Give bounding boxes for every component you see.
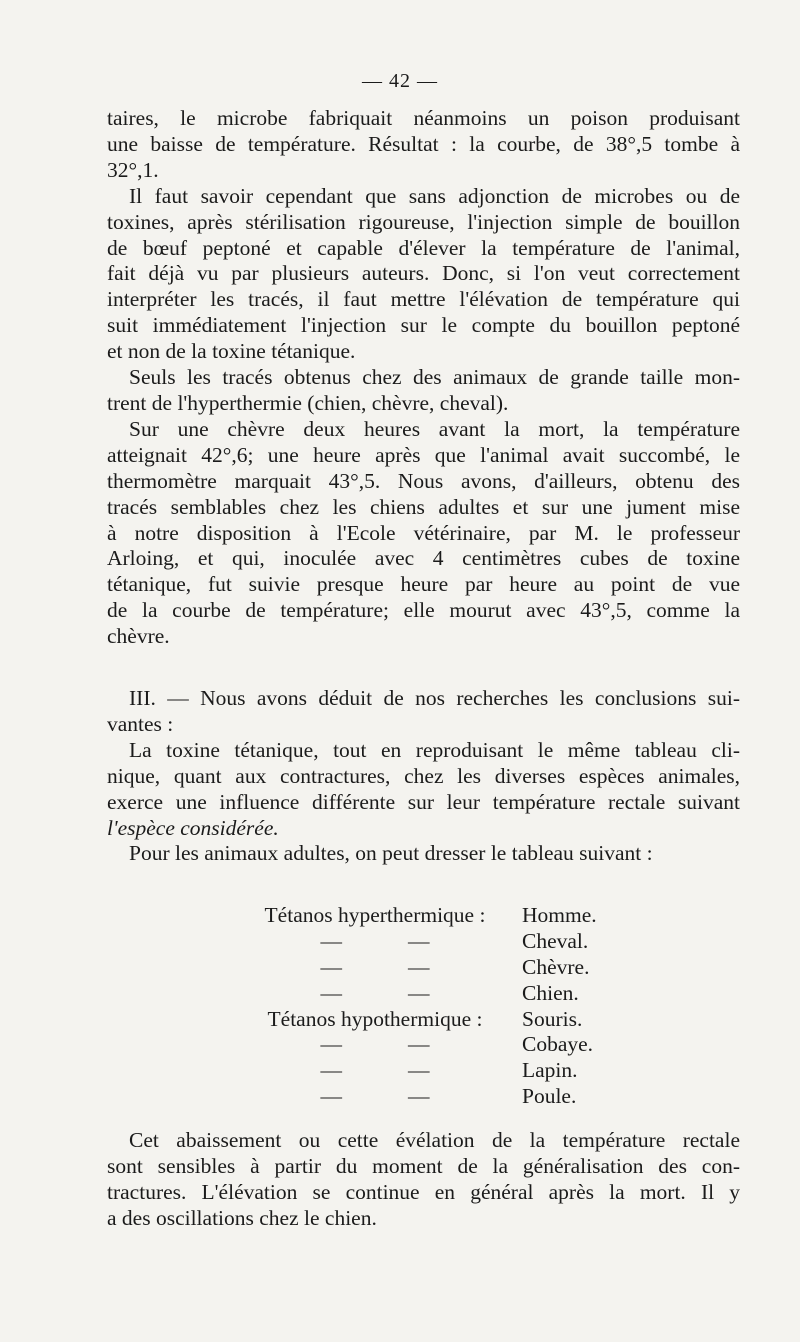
text-line: 32°,1. [107,157,159,182]
body-text [107,106,740,867]
dash: — [408,980,430,1005]
section-heading-paragraph [107,686,740,738]
text-line: suit immédiatement l'injection sur le compte du bouillon peptoné [107,313,740,338]
text-line: Seuls les tracés obtenus chez des animaux de grande taille mon- [129,365,740,390]
text-line: à notre disposition à l'Ecole vétérinaire, par M. le professeur [107,520,740,545]
text-line: sont sensibles à partir du moment de la généralisation des con- [107,1153,740,1178]
text-line: toxines, après stérilisation rigoureuse, l'injection simple de bouillon [107,209,740,234]
dash: — [320,1084,342,1109]
section-gap [107,650,740,686]
paragraph [107,365,740,417]
ditto-marks [230,1032,520,1058]
paragraph [107,841,740,867]
dash: — [408,1084,430,1109]
text-line: Sur une chèvre deux heures avant la mort, la température [129,416,740,441]
text-line: chèvre. [107,624,170,649]
hyper-label: Tétanos hyperthermique : [264,903,486,927]
text-line: une baisse de température. Résultat : la courbe, de 38°,5 tombe à [107,131,740,156]
text-line: fait déjà vu par plusieurs auteurs. Donc, si l'on veut correctement [107,261,740,286]
table-row [230,929,650,955]
ditto-marks [230,929,520,955]
text-line: tétanique, fut suivie presque heure par heure au point de vue [107,572,740,597]
ditto-marks [230,1084,520,1110]
animal-cell: Cheval. [522,928,589,953]
table-row [230,1032,650,1058]
page-number: — 42 — [362,70,438,92]
dash: — [320,928,342,953]
text-line: vantes : [107,711,174,736]
dash: — [320,1058,342,1083]
text-line: atteignait 42°,6; une heure après que l'animal avait succombé, le [107,442,740,467]
hypo-label: Tétanos hypothermique : [267,1006,483,1031]
temperature-table [230,903,650,1110]
animal-cell: Homme. [522,903,597,927]
text-line: Pour les animaux adultes, on peut dresser le tableau suivant : [129,841,653,866]
text-line: tractures. L'élévation se continue en général après la mort. Il y [107,1179,740,1204]
text-line: La toxine tétanique, tout en reproduisant le même tableau cli- [129,737,740,762]
final-paragraph [107,1128,740,1232]
text-line: Cet abaissement ou cette évélation de la température rectale [129,1128,740,1152]
text-line: trent de l'hyperthermie (chien, chèvre, cheval). [107,390,509,415]
table-row [230,955,650,981]
dash: — [408,1032,430,1057]
animal-cell: Chien. [522,980,579,1005]
table-row [230,1058,650,1084]
ditto-marks [230,981,520,1007]
ditto-marks [230,955,520,981]
text-line: tracés semblables chez les chiens adultes et sur une jument mise [107,494,740,519]
text-line: interpréter les tracés, il faut mettre l'élévation de température qui [107,287,740,312]
dash: — [408,954,430,979]
animal-cell: Lapin. [522,1058,578,1083]
text-line: de bœuf peptoné et capable d'élever la température de l'animal, [107,235,740,260]
table-row [230,903,650,929]
text-line: Arloing, et qui, inoculée avec 4 centimètres cubes de toxine [107,546,740,571]
text-line: III. — Nous avons déduit de nos recherches les conclusions sui- [129,686,740,711]
paragraph [107,184,740,365]
animal-cell: Chèvre. [522,954,590,979]
animal-cell: Cobaye. [522,1032,594,1057]
text-line: thermomètre marquait 43°,5. Nous avons, d'ailleurs, obtenu des [107,468,740,493]
dash: — [408,1058,430,1083]
table-row [230,1084,650,1110]
text-line: a des oscillations chez le chien. [107,1205,377,1230]
text-line: exerce une influence différente sur leur température rectale suivant [107,789,740,814]
paragraph [107,738,740,842]
paragraph [107,106,740,184]
table-row [230,1007,650,1033]
dash: — [320,1032,342,1057]
dash: — [320,954,342,979]
text-line: nique, quant aux contractures, chez les diverses espèces animales, [107,763,740,788]
text-line: taires, le microbe fabriquait néanmoins un poison produisant [107,106,740,130]
paragraph [107,417,740,650]
dash: — [320,980,342,1005]
text-line: et non de la toxine tétanique. [107,339,356,364]
text-line: de la courbe de température; elle mourut avec 43°,5, comme la [107,598,740,623]
text-line: l'espèce considérée. [107,815,279,840]
animal-cell: Poule. [522,1084,577,1109]
animal-cell: Souris. [522,1006,583,1031]
table-row [230,981,650,1007]
ditto-marks [230,1058,520,1084]
text-line: Il faut savoir cependant que sans adjonction de microbes ou de [129,183,740,208]
dash: — [408,928,430,953]
